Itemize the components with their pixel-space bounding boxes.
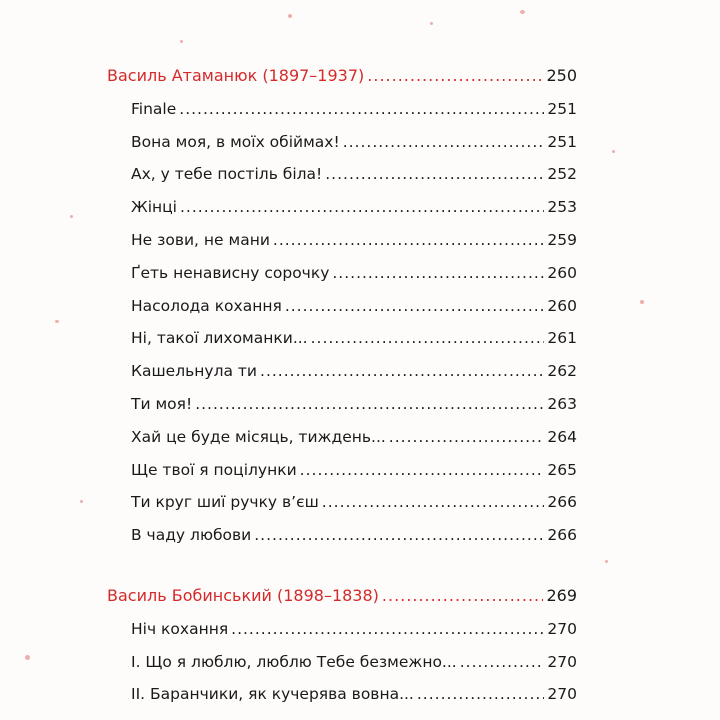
dot-leader xyxy=(389,421,545,454)
toc-author-entry xyxy=(107,580,577,613)
page-number: 250 xyxy=(546,66,577,85)
dot-leader xyxy=(332,257,544,290)
dot-leader xyxy=(343,126,545,159)
page-number: 270 xyxy=(547,685,577,704)
toc-entry xyxy=(107,355,577,388)
dot-leader xyxy=(179,93,544,126)
author-name: Василь Атаманюк (1897–1937) xyxy=(107,66,365,85)
entry-title: Насолода кохання xyxy=(131,296,282,315)
speckle xyxy=(55,320,59,323)
speckle xyxy=(25,655,30,660)
toc-entry xyxy=(107,613,577,646)
speckle xyxy=(520,10,525,14)
page-number: 253 xyxy=(547,198,577,217)
entry-title: Ніч кохання xyxy=(131,619,229,638)
dot-leader xyxy=(195,388,544,421)
toc-entry xyxy=(107,646,577,679)
page-number: 269 xyxy=(546,585,577,605)
speckle xyxy=(640,300,644,304)
speckle xyxy=(612,150,615,153)
section-spacer xyxy=(107,552,577,580)
author-name: Василь Бобинський (1898–1838) xyxy=(107,585,379,605)
page-number: 260 xyxy=(547,296,577,315)
page-number: 266 xyxy=(547,526,577,545)
table-of-contents xyxy=(107,60,577,711)
entry-title: І. Що я люблю, люблю Тебе безмежно... xyxy=(131,652,457,671)
speckle xyxy=(288,14,292,18)
entry-title: Не зови, не мани xyxy=(131,230,270,249)
entry-title: ІІ. Баранчики, як кучерява вовна... xyxy=(131,685,414,704)
dot-leader xyxy=(311,322,545,355)
entry-title: Хай це буде місяць, тиждень... xyxy=(131,427,386,446)
toc-author-entry xyxy=(107,60,577,93)
dot-leader xyxy=(322,486,545,519)
dot-leader xyxy=(273,224,545,257)
toc-entry xyxy=(107,191,577,224)
speckle xyxy=(180,40,183,43)
dot-leader xyxy=(300,454,545,487)
dot-leader xyxy=(254,519,544,552)
toc-entry xyxy=(107,678,577,711)
dot-leader xyxy=(367,60,543,93)
speckle xyxy=(605,560,608,563)
toc-entry xyxy=(107,322,577,355)
entry-title: В чаду любови xyxy=(131,526,252,545)
toc-entry xyxy=(107,257,577,290)
toc-entry xyxy=(107,93,577,126)
entry-title: Ні, такої лихоманки... xyxy=(131,329,308,348)
entry-title: Ґеть ненависну сорочку xyxy=(131,263,330,282)
dot-leader xyxy=(382,580,544,613)
page-number: 259 xyxy=(547,230,577,249)
toc-entry xyxy=(107,126,577,159)
toc-entry xyxy=(107,388,577,421)
toc-entry xyxy=(107,519,577,552)
page-number: 252 xyxy=(547,165,577,184)
entry-title: Ах, у тебе постіль біла! xyxy=(131,165,323,184)
page-number: 251 xyxy=(547,99,577,118)
page-number: 266 xyxy=(547,493,577,512)
page-number: 262 xyxy=(547,362,577,381)
toc-entry xyxy=(107,290,577,323)
entry-title: Finale xyxy=(131,99,177,118)
dot-leader xyxy=(180,191,544,224)
toc-entry xyxy=(107,486,577,519)
speckle xyxy=(430,22,433,25)
page-number: 263 xyxy=(547,394,577,413)
speckle xyxy=(80,500,83,503)
dot-leader xyxy=(460,646,545,679)
toc-section xyxy=(107,580,577,711)
dot-leader xyxy=(231,613,544,646)
dot-leader xyxy=(325,158,544,191)
speckle xyxy=(70,215,73,218)
toc-entry xyxy=(107,224,577,257)
page-number: 265 xyxy=(547,460,577,479)
dot-leader xyxy=(260,355,544,388)
page-number: 264 xyxy=(547,427,577,446)
toc-entry xyxy=(107,421,577,454)
dot-leader xyxy=(417,678,545,711)
toc-entry xyxy=(107,158,577,191)
toc-section xyxy=(107,60,577,552)
page-number: 270 xyxy=(547,619,577,638)
entry-title: Жінці xyxy=(131,198,177,217)
entry-title: Ти круг шиї ручку в’єш xyxy=(131,493,319,512)
entry-title: Ще твої я поцілунки xyxy=(131,460,297,479)
page-number: 251 xyxy=(547,132,577,151)
page-number: 260 xyxy=(547,263,577,282)
entry-title: Ти моя! xyxy=(131,394,193,413)
page-number: 261 xyxy=(547,329,577,348)
entry-title: Вона моя, в моїх обіймах! xyxy=(131,132,340,151)
entry-title: Кашельнула ти xyxy=(131,362,258,381)
toc-entry xyxy=(107,454,577,487)
page-number: 270 xyxy=(547,652,577,671)
dot-leader xyxy=(285,290,545,323)
